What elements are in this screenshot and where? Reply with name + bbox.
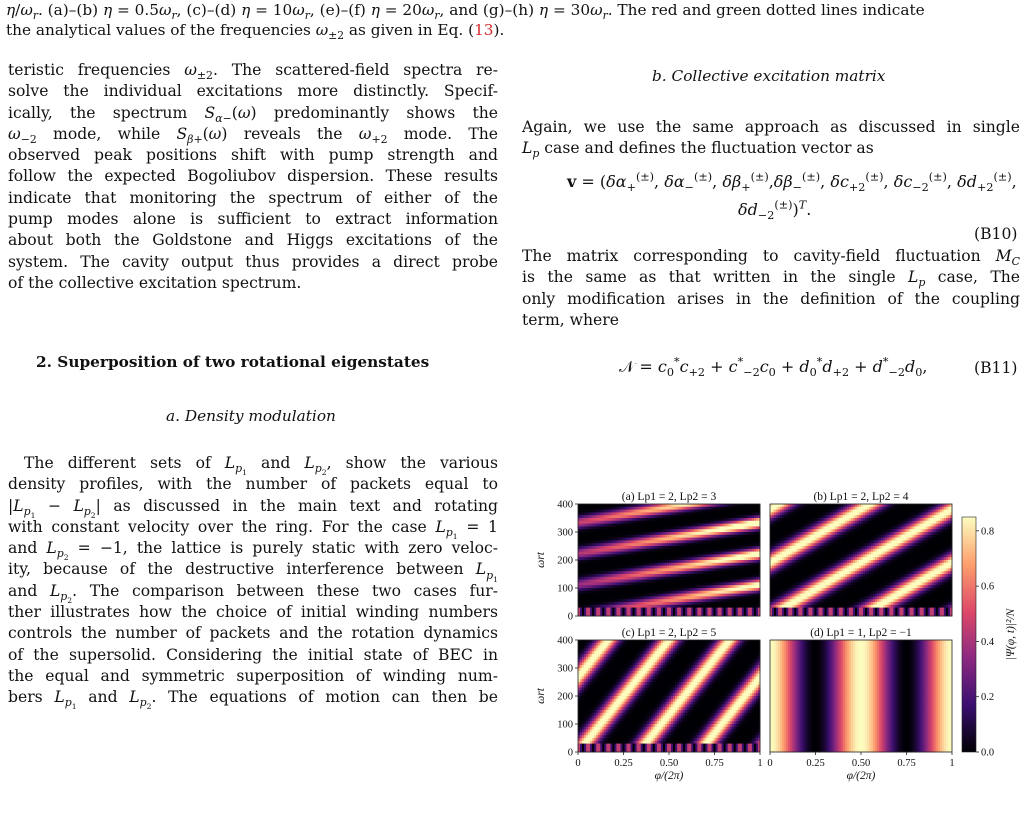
equation-reference-link[interactable]: 13 (474, 21, 493, 39)
paragraph-density: The different sets of $L_{p_1}$ and $L_{p_2}$, show the various density profiles, with the number of packets equal to $|L_{p_1} - L_{p_2}|$ as discussed in the main text and rotating with constant velocity over the ring. For the case $L_{p_1} = 1$ and $L_{p_2} = -1$, the lattice is purely static with zero veloc- ity, because of the destructive interference between $L_{p_1}$ and $L_{p_2}$. The comparison between these two cases fur- ther illustrates how the choice of initial winding numbers controls the number of packets and the rotation dynamics of the supersolid. Considering the initial state of BEC in the equal and symmetric superposition of winding num- bers $L_{p_1}$ and $L_{p_2}$. The equations of motion can then be (8, 453, 498, 709)
panel-a (535, 491, 760, 623)
ytick-label: 400 (557, 500, 573, 511)
ytick-label: 300 (557, 528, 573, 539)
caption-line-2: the analytical values of the frequencies $\omega_{\pm 2}$ as given in Eq. (13). (6, 20, 1024, 40)
equation-b10-line-1: $v = (\delta\alpha_+^{(\pm)}$, $\delta\alpha_-^{(\pm)}$, $\delta\beta_+^{(\pm)},\delta\beta_-^{(\pm)}$, $\delta c_{+2}^{(\pm)}$, $\delta c_{-2}^{(\pm)}$, $\delta d_{+2}^{(\pm)}$, (567, 172, 1017, 191)
y-axis-label: ωrt (535, 551, 547, 568)
ytick-label: 0 (568, 612, 573, 623)
equation-number-b10: (B10) (974, 225, 1017, 243)
density-figure (522, 482, 1026, 782)
panels-group (535, 491, 955, 782)
subsection-heading-a: a. Density modulation (166, 407, 336, 425)
equation-b11: 𝒩 = $c_0^*c_{+2} + c^*_{-2}c_0 + d_0^*d_{+2} + d^*_{-2}d_0$, (619, 357, 927, 377)
section-heading-2: 2. Superposition of two rotational eigenstates (36, 353, 429, 371)
ytick-label: 100 (557, 584, 573, 595)
subsection-heading-b: b. Collective excitation matrix (652, 67, 885, 85)
paragraph-spectra: teristic frequencies $\omega_{\pm 2}$. The scattered-field spectra re- solve the individual excitations more distinctly. Specif- ically, the spectrum $S_{\alpha-}(\omega)$ predominantly shows the $\omega_{-2}$ mode, while $S_{\beta+}(\omega)$ reveals the $\omega_{+2}$ mode. The observed peak positions shift with pump strength and follow the expected Bogoliubov dispersion. These results indicate that monitoring the spectrum of either of the pump modes alone is sufficient to extract information about both the Goldstone and Higgs excitations of the system. The cavity output thus provides a direct probe of the collective excitation spectrum. (8, 60, 498, 294)
figure-caption-fragment (6, 0, 1024, 40)
paragraph-fluctuation-vector: Again, we use the same approach as discussed in single $L_p$ case and defines the fluctuation vector as (522, 117, 1020, 160)
paragraph-coupling-term: The matrix corresponding to cavity-field fluctuation $M_C$ is the same as that written in the single $L_p$ case, The only modification arises in the definition of the coupling term, where (522, 246, 1020, 331)
panel-title: (a) Lp1 = 2, Lp2 = 3 (622, 491, 717, 503)
left-column (8, 60, 498, 294)
ytick-label: 200 (557, 556, 573, 567)
equation-number-b11: (B11) (974, 359, 1017, 377)
equation-b10-line-2: $\delta d_{-2}^{(\pm)})^T$. (738, 200, 811, 219)
caption-line-1: $\eta/\omega_r$. (a)–(b) $\eta = 0.5\omega_r$, (c)–(d) $\eta = 10\omega_r$, (e)–(f) $\eta = 20\omega_r$, and (g)–(h) $\eta = 30\omega_r$. The red and green dotted lines indicate (6, 0, 1024, 20)
density-figure-svg (522, 482, 1026, 782)
